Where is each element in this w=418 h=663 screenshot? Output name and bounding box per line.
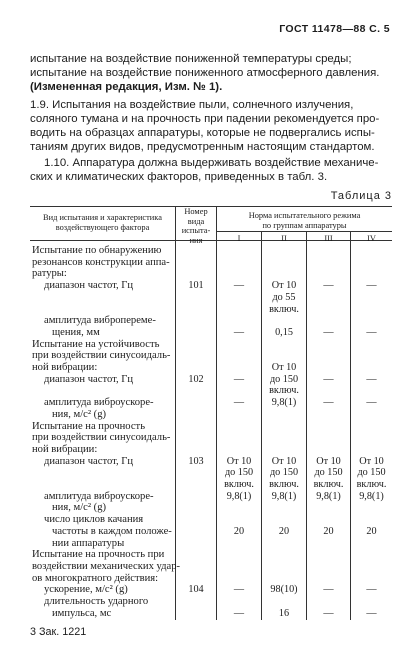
norm-value-group-3: — bbox=[323, 373, 334, 385]
test-description-line: ной вибрации: bbox=[32, 362, 98, 373]
norm-value-group-4: — bbox=[366, 607, 377, 619]
norm-value-group-2: От 10 bbox=[271, 455, 297, 467]
norm-value-group-2: до 55 bbox=[272, 291, 296, 303]
header-line: испыта- bbox=[181, 226, 211, 235]
test-description-line: амплитуда виброперемe- bbox=[44, 315, 156, 327]
norm-value-group-1: 20 bbox=[233, 525, 245, 537]
intro-line: испытание на воздействие пониженной температуры среды; bbox=[30, 53, 352, 65]
col-test-number-header bbox=[176, 207, 216, 245]
norm-value-group-2: 9,8(1) bbox=[271, 490, 297, 502]
norm-value-group-2: до 150 bbox=[269, 467, 299, 479]
norm-value-group-4: — bbox=[366, 373, 377, 385]
norm-value-group-1: — bbox=[233, 607, 245, 619]
group-iii-header: III bbox=[324, 234, 333, 243]
header-line: вида bbox=[187, 216, 205, 226]
norm-value-group-2: От 10 bbox=[271, 280, 297, 292]
table-caption: Таблица 3 bbox=[330, 190, 392, 202]
norm-value-group-4: 20 bbox=[366, 525, 377, 537]
test-number: 104 bbox=[188, 584, 204, 596]
revision-note: (Измененная редакция, Изм. № 1). bbox=[30, 81, 223, 93]
norm-value-group-2: 9,8(1) bbox=[271, 397, 297, 409]
norm-value-group-3: включ. bbox=[313, 479, 344, 490]
test-description-line: длительность ударного bbox=[44, 596, 149, 607]
col-rule bbox=[216, 206, 217, 620]
p19-line: соляного тумана и на прочность при падении рекомендуется про- bbox=[30, 113, 380, 125]
norm-header-rule bbox=[216, 231, 392, 232]
norm-value-group-2: 20 bbox=[278, 525, 290, 537]
norm-value-group-2: 16 bbox=[278, 607, 290, 619]
norm-value-group-2: От 10 bbox=[271, 362, 297, 373]
test-description-line: Испытание по обнаружению bbox=[32, 245, 162, 256]
test-description-line: при воздействии синусоидаль- bbox=[32, 432, 171, 444]
test-description-line: при воздействии синусоидаль- bbox=[32, 350, 171, 362]
test-description-line: число циклов качания bbox=[44, 514, 144, 526]
norm-value-group-3: — bbox=[323, 280, 334, 292]
norm-value-group-3: — bbox=[323, 584, 334, 596]
norm-value-group-4: до 150 bbox=[357, 467, 386, 479]
header-line: по группам аппаратуры bbox=[262, 220, 347, 230]
norm-value-group-4: — bbox=[366, 280, 377, 292]
norm-value-group-4: — bbox=[366, 584, 377, 596]
norm-value-group-1: до 150 bbox=[224, 467, 254, 479]
test-description-line: Испытание на прочность bbox=[32, 420, 146, 432]
intro-paragraph bbox=[30, 52, 392, 94]
header-line: ния bbox=[189, 235, 203, 245]
norm-value-group-3: 9,8(1) bbox=[316, 490, 341, 502]
col-test-type-header bbox=[30, 213, 175, 232]
test-description-line: щения, мм bbox=[52, 326, 100, 338]
page-footer: 3 Зак. 1221 bbox=[30, 626, 87, 638]
test-description-line: диапазон частот, Гц bbox=[44, 455, 134, 467]
norm-value-group-1: 9,8(1) bbox=[226, 490, 252, 502]
norm-value-group-2: включ. bbox=[269, 385, 299, 397]
test-description-line: Испытание на устойчивость bbox=[32, 338, 160, 350]
test-description-line: амплитуда виброускоре- bbox=[44, 490, 154, 502]
test-description-line: диапазон частот, Гц bbox=[44, 280, 134, 292]
norm-value-group-1: От 10 bbox=[226, 455, 252, 467]
norm-value-group-3: От 10 bbox=[316, 455, 341, 467]
test-description-line: ускорение, м/с² (g) bbox=[44, 584, 128, 596]
norm-header bbox=[217, 211, 392, 230]
norm-value-group-1: включ. bbox=[224, 479, 254, 490]
test-description-line: диапазон частот, Гц bbox=[44, 373, 134, 385]
test-description-line: частоты в каждом положе- bbox=[52, 525, 172, 537]
norm-value-group-1: — bbox=[233, 326, 245, 338]
col-rule bbox=[175, 206, 176, 620]
test-description-line: резонансов конструкции аппа- bbox=[32, 256, 170, 268]
intro-line: испытание на воздействие пониженного атмосферного давления. bbox=[30, 67, 380, 79]
norm-value-group-4: — bbox=[366, 326, 377, 338]
test-description-line: нии аппаратуры bbox=[52, 537, 125, 549]
norm-value-group-1: — bbox=[233, 373, 245, 385]
test-description-line: ной вибрации: bbox=[32, 443, 98, 455]
norm-value-group-2: до 150 bbox=[269, 373, 299, 385]
norm-value-group-3: до 150 bbox=[314, 467, 343, 479]
test-description-line: Испытание на прочность при bbox=[32, 549, 165, 561]
header-line: воздействующего фактора bbox=[55, 222, 150, 232]
norm-value-group-3: — bbox=[323, 397, 334, 409]
norm-value-group-4: 9,8(1) bbox=[359, 490, 384, 502]
norm-value-group-3: 20 bbox=[323, 525, 334, 537]
test-description-line: импульса, мс bbox=[52, 607, 112, 619]
norm-value-group-3: — bbox=[323, 326, 334, 338]
norm-value-group-4: включ. bbox=[356, 479, 387, 490]
p110-line: ских и климатических факторов, приведенных в табл. 3. bbox=[30, 171, 328, 183]
norm-value-group-2: включ. bbox=[269, 303, 299, 315]
test-description-line: ратуры: bbox=[32, 268, 67, 280]
norm-value-group-4: — bbox=[366, 397, 377, 409]
norm-value-group-4: От 10 bbox=[359, 455, 384, 467]
test-description-line: ния, м/с² (g) bbox=[52, 408, 107, 420]
test-description-line: ов многократного действия: bbox=[32, 572, 159, 584]
test-description-line: ния, м/с² (g) bbox=[52, 502, 107, 514]
header-line: Номер bbox=[184, 207, 208, 216]
norm-value-group-2: 0,15 bbox=[275, 326, 293, 338]
paragraph-1-9 bbox=[30, 98, 392, 154]
norm-value-group-3: — bbox=[323, 607, 334, 619]
test-description-line: воздействии механических удар- bbox=[32, 560, 181, 572]
header-line: Вид испытания и характеристика bbox=[43, 213, 162, 222]
norm-value-group-1: — bbox=[233, 397, 245, 409]
group-i-header: I bbox=[237, 234, 241, 243]
p19-line: 1.9. Испытания на воздействие пыли, солнечного излучения, bbox=[30, 99, 354, 111]
group-ii-header: II bbox=[281, 234, 287, 243]
norm-value-group-2: включ. bbox=[269, 479, 299, 490]
norm-value-group-2: 98(10) bbox=[270, 584, 298, 596]
norm-value-group-1: — bbox=[233, 280, 245, 292]
paragraph-1-10 bbox=[30, 156, 392, 184]
p19-line: таниям других видов, предусмотренным настоящим стандартом. bbox=[30, 141, 375, 153]
norm-value-group-1: — bbox=[233, 584, 245, 596]
group-iv-header: IV bbox=[367, 234, 376, 243]
test-number: 101 bbox=[188, 280, 204, 292]
test-number: 102 bbox=[188, 373, 204, 385]
test-description-line: амплитуда виброускоре- bbox=[44, 397, 154, 409]
test-number: 103 bbox=[188, 455, 204, 467]
p19-line: водить на образцах аппаратуры, которые не подвергались испы- bbox=[30, 127, 375, 139]
p110-line: 1.10. Аппаратура должна выдерживать воздействие механиче- bbox=[44, 157, 379, 169]
page-header: ГОСТ 11478—88 С. 5 bbox=[279, 23, 390, 35]
header-line: Норма испытательного режима bbox=[248, 211, 361, 220]
